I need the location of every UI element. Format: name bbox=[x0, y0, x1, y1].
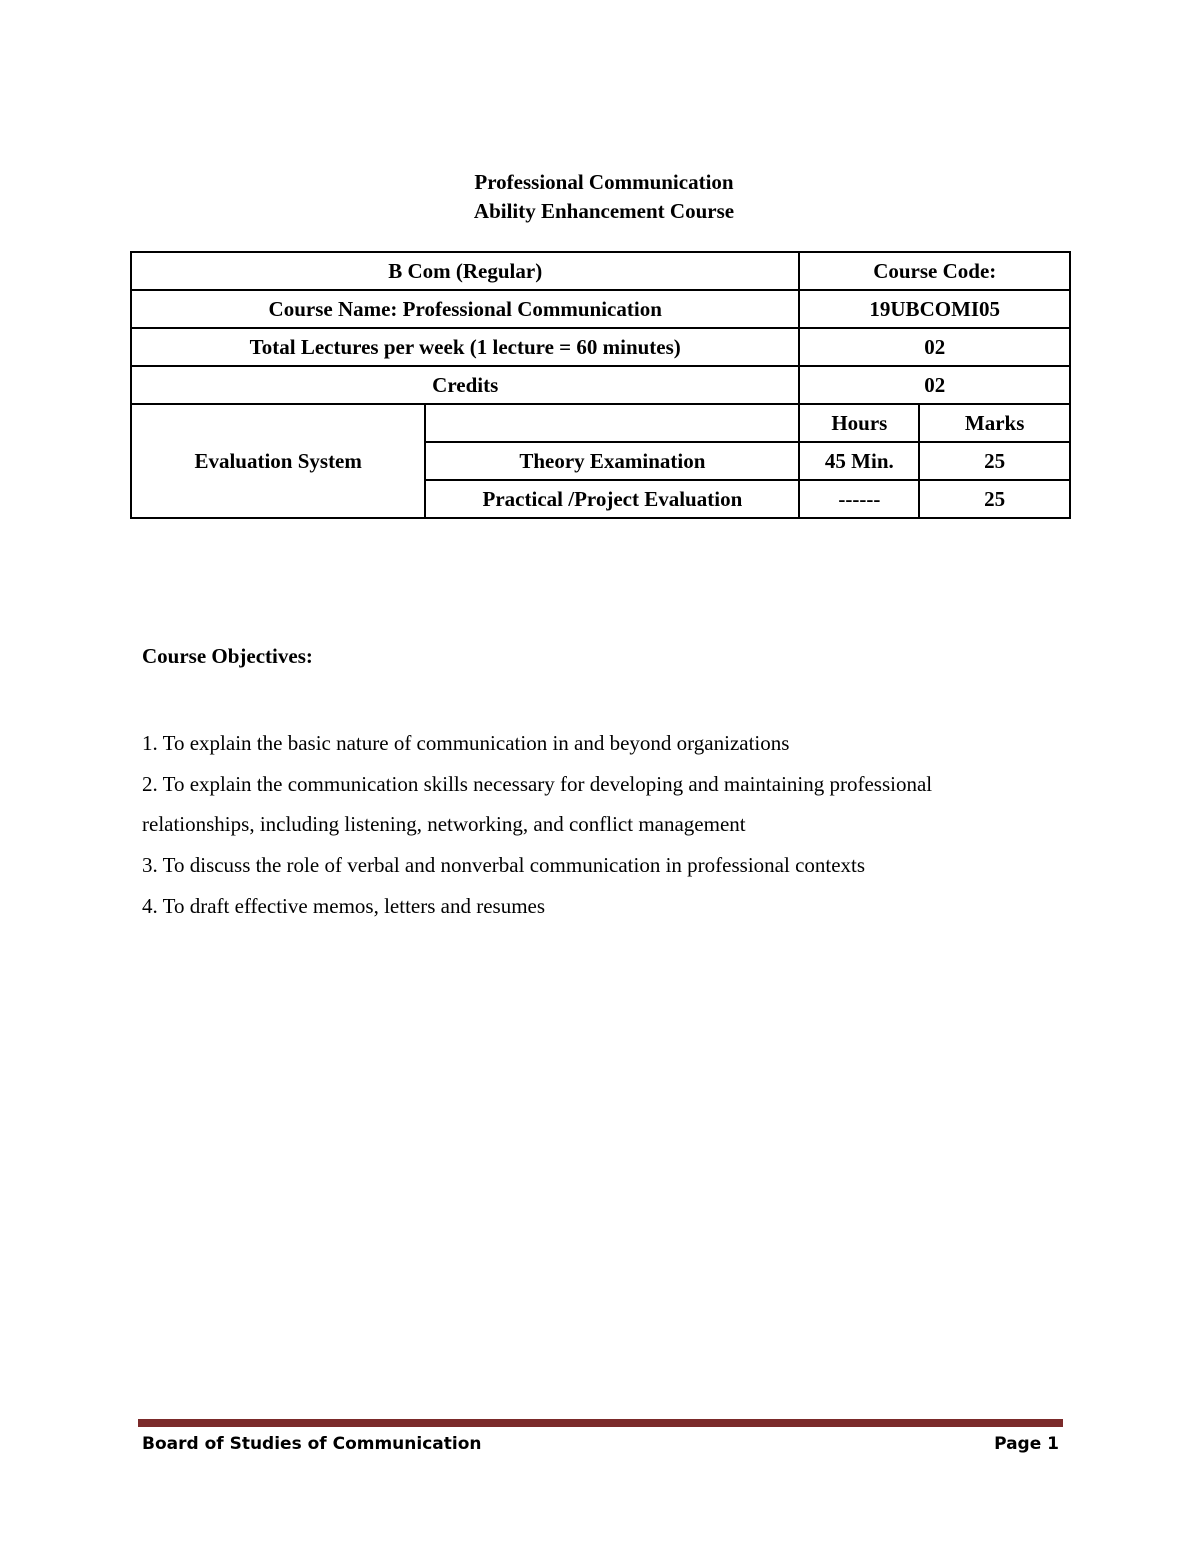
footer-board-name: Board of Studies of Communication bbox=[142, 1434, 482, 1454]
evaluation-system-cell: Evaluation System bbox=[131, 404, 425, 518]
evaluation-hours-cell: ------ bbox=[799, 480, 919, 518]
evaluation-name-cell: Practical /Project Evaluation bbox=[425, 480, 799, 518]
document-title: Professional Communication bbox=[474, 170, 734, 194]
marks-header-cell: Marks bbox=[919, 404, 1070, 442]
objectives-heading: Course Objectives: bbox=[142, 644, 313, 668]
document-title-block bbox=[0, 168, 1200, 226]
credits-value-cell: 02 bbox=[799, 366, 1070, 404]
course-details-table bbox=[130, 251, 1071, 519]
objective-line: 3. To discuss the role of verbal and nonverbal communication in professional contexts bbox=[142, 853, 866, 878]
course-code-label-cell: Course Code: bbox=[799, 252, 1070, 290]
objective-line: 2. To explain the communication skills necessary for developing and maintaining professional bbox=[142, 771, 933, 796]
program-cell: B Com (Regular) bbox=[131, 252, 799, 290]
credits-label-cell: Credits bbox=[131, 366, 799, 404]
evaluation-name-cell: Theory Examination bbox=[425, 442, 799, 480]
objective-line: 4. To draft effective memos, letters and resumes bbox=[142, 893, 546, 918]
evaluation-hours-cell: 45 Min. bbox=[799, 442, 919, 480]
lectures-value-cell: 02 bbox=[799, 328, 1070, 366]
footer-divider bbox=[138, 1419, 1063, 1427]
table-row bbox=[131, 328, 1070, 366]
table-row bbox=[131, 366, 1070, 404]
table-row bbox=[131, 290, 1070, 328]
evaluation-marks-cell: 25 bbox=[919, 480, 1070, 518]
evaluation-marks-cell: 25 bbox=[919, 442, 1070, 480]
empty-cell bbox=[425, 404, 799, 442]
objectives-list bbox=[142, 723, 1042, 927]
lectures-label-cell: Total Lectures per week (1 lecture = 60 minutes) bbox=[131, 328, 799, 366]
hours-header-cell: Hours bbox=[799, 404, 919, 442]
course-code-cell: 19UBCOMI05 bbox=[799, 290, 1070, 328]
objective-line: 1. To explain the basic nature of communication in and beyond organizations bbox=[142, 731, 790, 755]
footer-page-number: Page 1 bbox=[994, 1434, 1059, 1454]
document-subtitle: Ability Enhancement Course bbox=[473, 199, 735, 223]
table-row bbox=[131, 252, 1070, 290]
objective-line: relationships, including listening, networking, and conflict management bbox=[142, 812, 746, 837]
course-name-cell: Course Name: Professional Communication bbox=[131, 290, 799, 328]
table-row bbox=[131, 404, 1070, 442]
